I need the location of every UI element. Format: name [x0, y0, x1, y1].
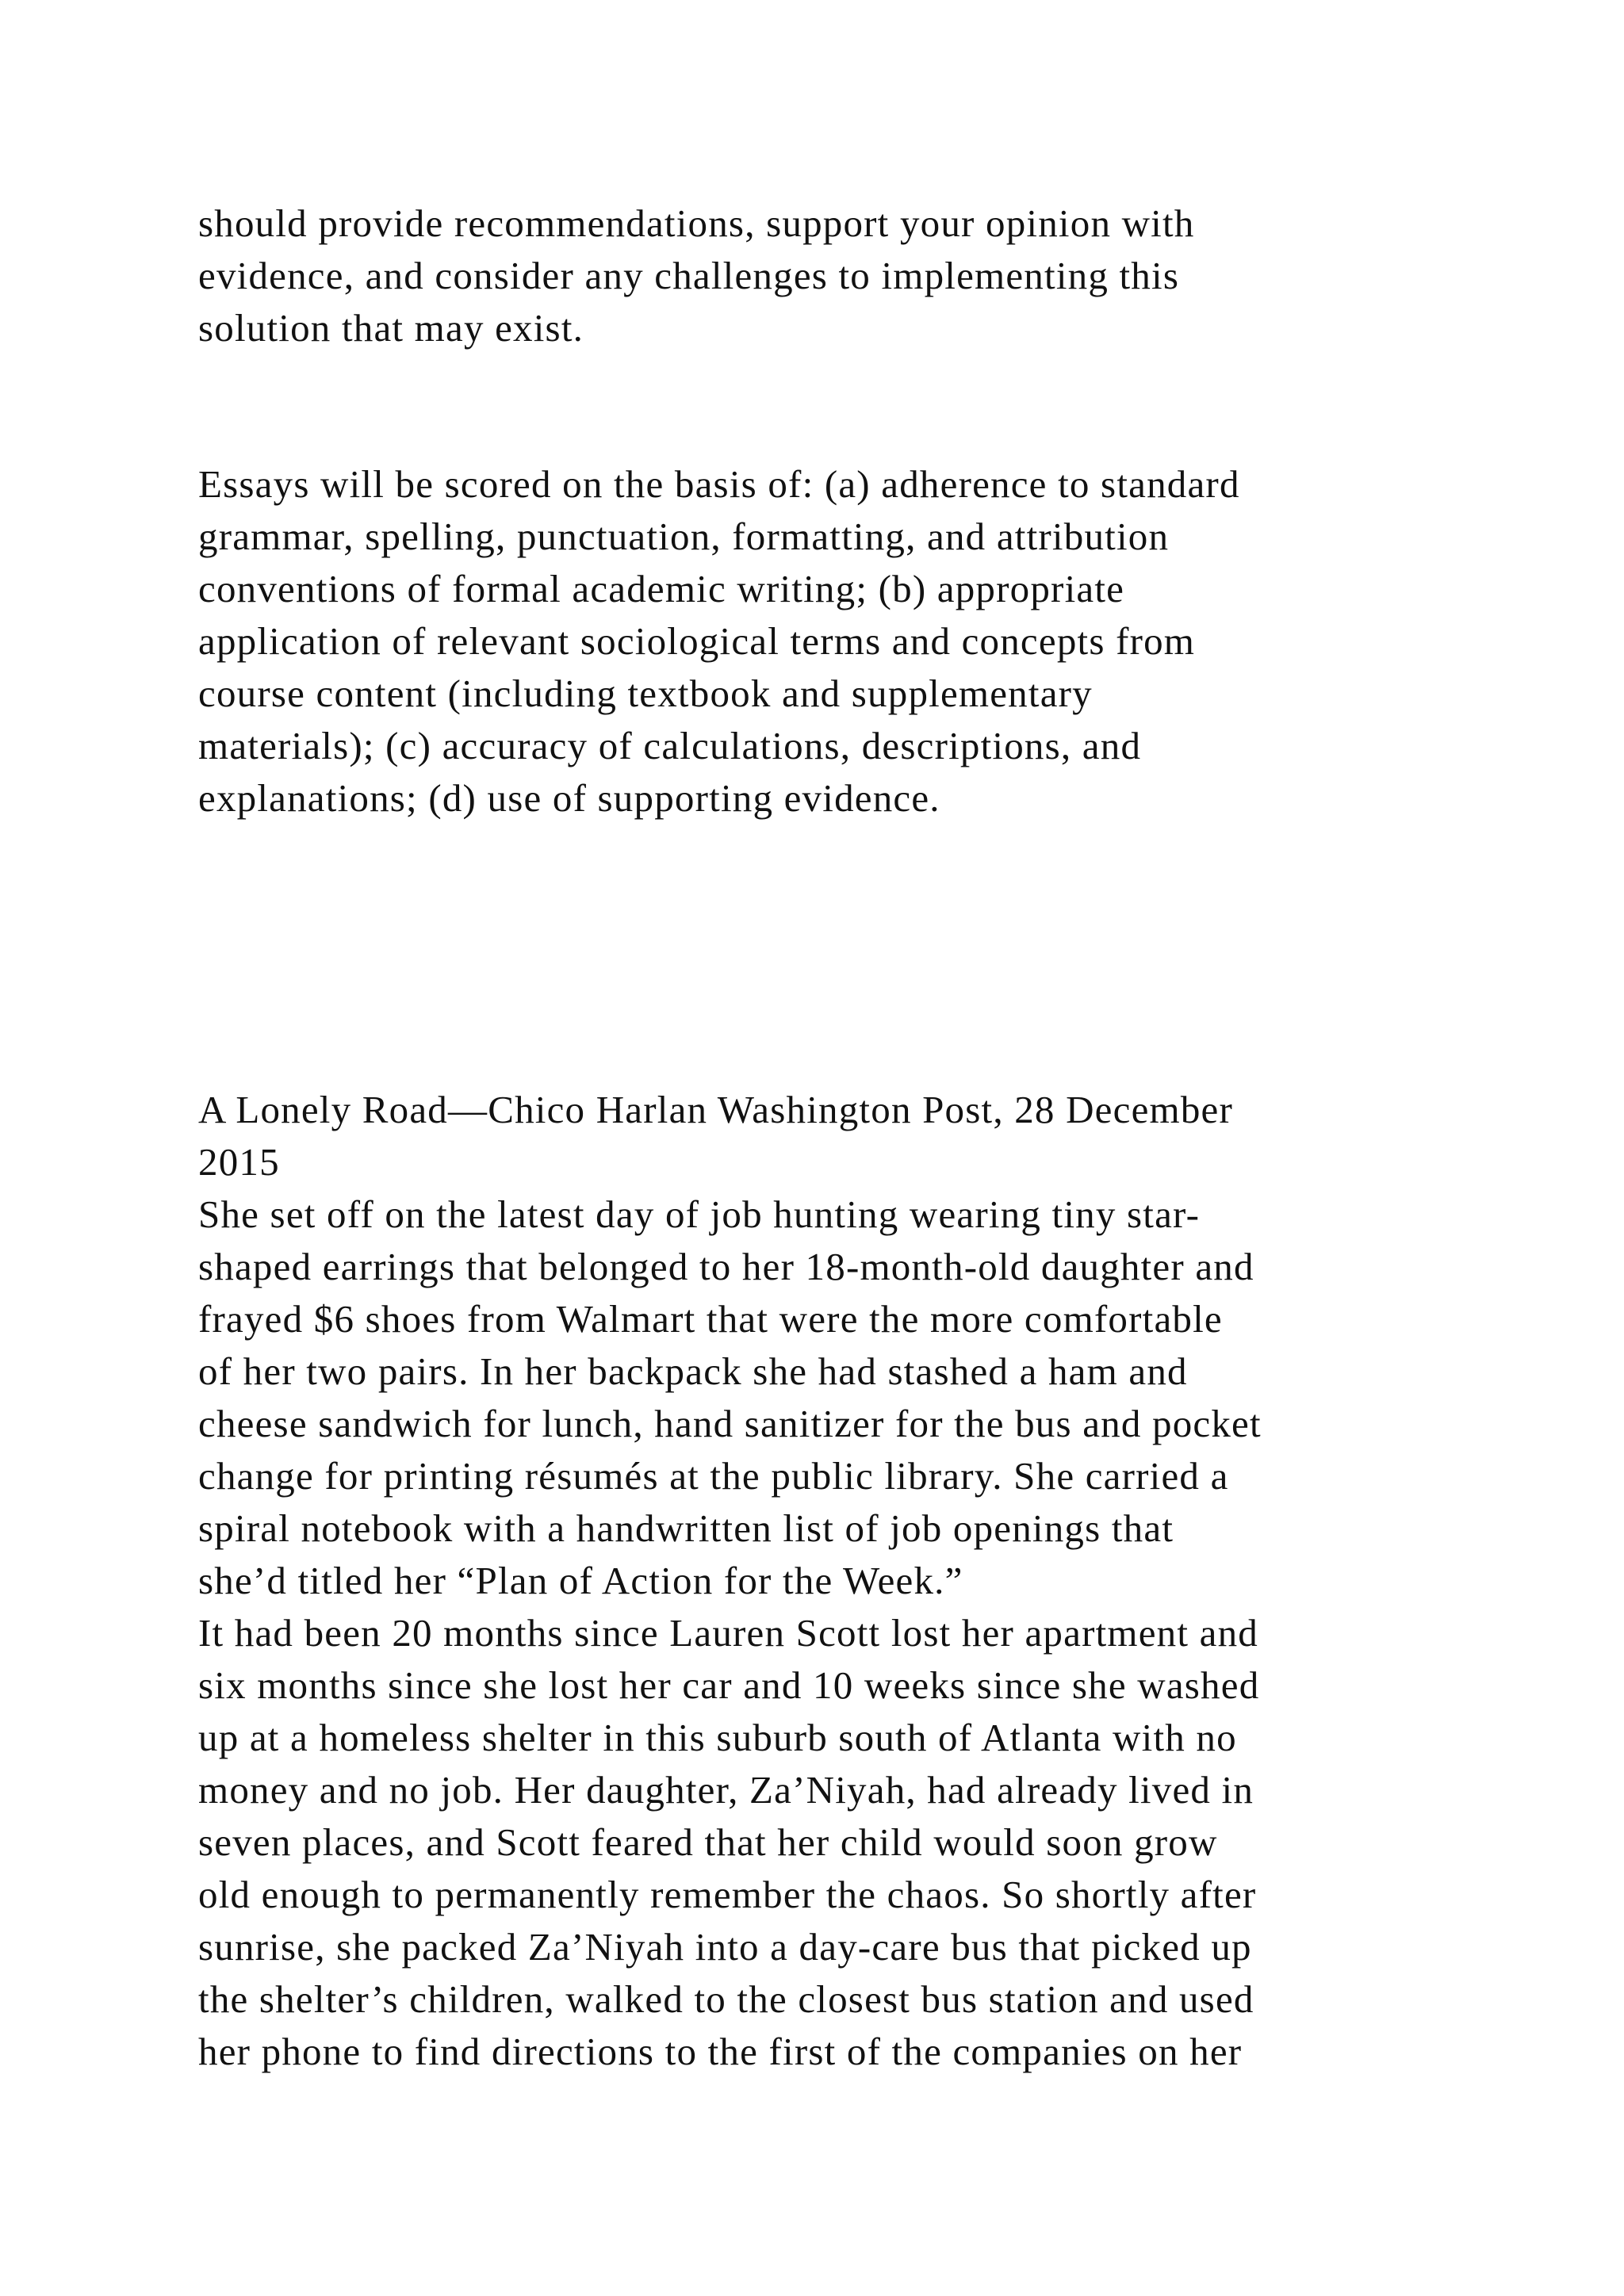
text-line: her phone to find directions to the first of the companies on her [198, 2030, 1243, 2073]
text-line: She set off on the latest day of job hunting wearing tiny star- [198, 1192, 1201, 1236]
text-line: change for printing résumés at the public library. She carried a [198, 1454, 1229, 1498]
text-line: materials); (c) accuracy of calculations, descriptions, and [198, 724, 1142, 767]
text-line: explanations; (d) use of supporting evidence. [198, 776, 940, 820]
text-line: It had been 20 months since Lauren Scott lost her apartment and [198, 1611, 1258, 1655]
text-line: the shelter’s children, walked to the closest bus station and used [198, 1977, 1254, 2021]
text-line: cheese sandwich for lunch, hand sanitizer for the bus and pocket [198, 1402, 1262, 1445]
text-line: grammar, spelling, punctuation, formatting, and attribution [198, 515, 1170, 558]
text-line: seven places, and Scott feared that her child would soon grow [198, 1820, 1218, 1864]
text-line: shaped earrings that belonged to her 18-month-old daughter and [198, 1245, 1254, 1288]
text-line: conventions of formal academic writing; (b) appropriate [198, 567, 1125, 610]
text-line: application of relevant sociological terms and concepts from [198, 619, 1196, 663]
text-line: course content (including textbook and supplementary [198, 672, 1093, 715]
text-line: A Lonely Road—Chico Harlan Washington Post, 28 December [198, 1088, 1233, 1131]
text-line: solution that may exist. [198, 306, 584, 350]
text-line: should provide recommendations, support your opinion with [198, 201, 1195, 245]
text-line: 2015 [198, 1140, 280, 1184]
text-line: old enough to permanently remember the chaos. So shortly after [198, 1873, 1257, 1916]
text-line: frayed $6 shoes from Walmart that were the more comfortable [198, 1297, 1223, 1341]
text-line: sunrise, she packed Za’Niyah into a day-care bus that picked up [198, 1925, 1252, 1969]
text-line: Essays will be scored on the basis of: (a) adherence to standard [198, 462, 1240, 506]
text-line: up at a homeless shelter in this suburb south of Atlanta with no [198, 1716, 1237, 1759]
text-line: evidence, and consider any challenges to implementing this [198, 254, 1180, 297]
text-line: six months since she lost her car and 10 weeks since she washed [198, 1663, 1260, 1707]
text-line: she’d titled her “Plan of Action for the Week.” [198, 1559, 963, 1602]
text-line: money and no job. Her daughter, Za’Niyah, had already lived in [198, 1768, 1254, 1812]
text-line: spiral notebook with a handwritten list of job openings that [198, 1506, 1174, 1550]
text-line: of her two pairs. In her backpack she had stashed a ham and [198, 1349, 1188, 1393]
